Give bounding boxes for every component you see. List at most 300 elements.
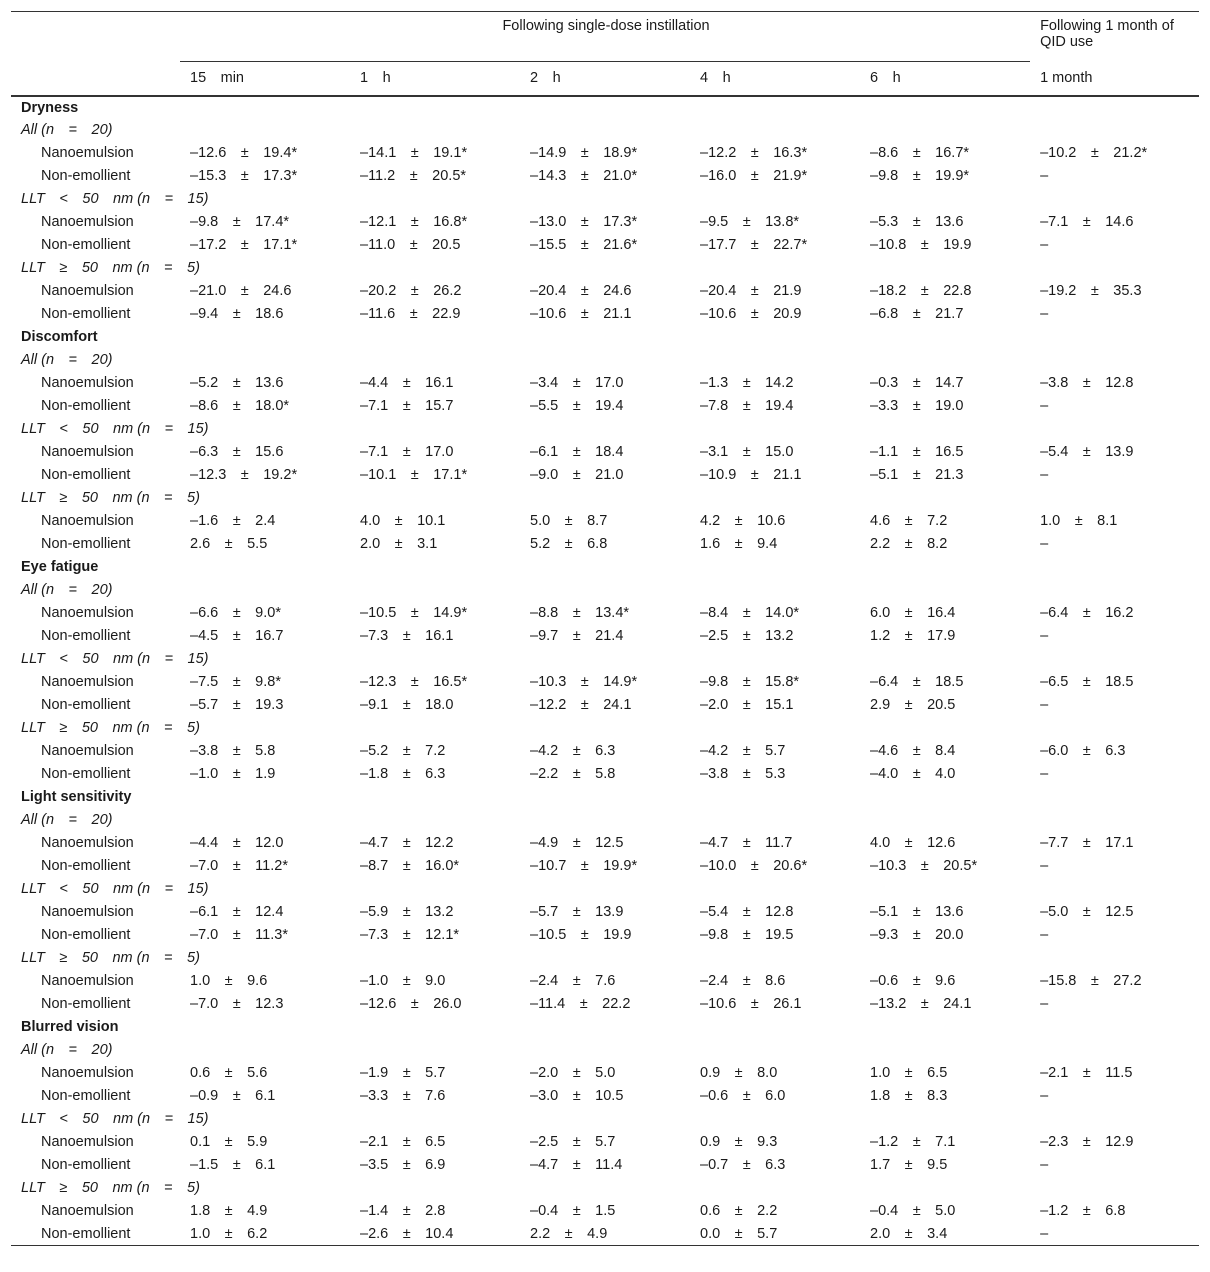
empty-cell bbox=[1030, 1039, 1199, 1062]
value-cell: –3.0 ± 10.5 bbox=[530, 1088, 624, 1104]
value-cell: – bbox=[1040, 237, 1049, 253]
value-cell: –3.8 ± 12.8 bbox=[1040, 375, 1134, 391]
empty-cell bbox=[690, 878, 860, 901]
row-label: Non-emollient bbox=[11, 1223, 180, 1246]
value-cell: 0.9 ± 8.0 bbox=[700, 1065, 778, 1081]
value-cell: –10.5 ± 19.9 bbox=[530, 927, 632, 943]
table-row bbox=[11, 1085, 1199, 1108]
value-cell: –12.2 ± 24.1 bbox=[530, 697, 632, 713]
value-cell: 1.8 ± 8.3 bbox=[870, 1088, 948, 1104]
subgroup-label: LLT < 50 nm (n = 15) bbox=[21, 421, 209, 437]
row-label: Nanoemulsion bbox=[41, 835, 134, 851]
table-row bbox=[11, 234, 1199, 257]
value-cell: –4.6 ± 8.4 bbox=[870, 743, 956, 759]
empty-cell bbox=[180, 786, 350, 809]
subgroup-label: All (n = 20) bbox=[21, 352, 113, 368]
empty-cell bbox=[690, 326, 860, 349]
empty-cell bbox=[690, 188, 860, 211]
value-cell: –6.4 ± 16.2 bbox=[1040, 605, 1134, 621]
subgroup-label: LLT < 50 nm (n = 15) bbox=[21, 881, 209, 897]
section-row bbox=[11, 556, 1199, 579]
table-row bbox=[11, 510, 1199, 533]
value-cell: –2.6 ± 10.4 bbox=[350, 1223, 520, 1246]
empty-cell bbox=[860, 786, 1030, 809]
value-cell: –5.4 ± 13.9 bbox=[1040, 444, 1134, 460]
value-cell: –1.2 ± 6.8 bbox=[1040, 1203, 1126, 1219]
header-empty-cell bbox=[11, 62, 180, 96]
value-cell: 6.0 ± 16.4 bbox=[870, 605, 956, 621]
value-cell: –1.4 ± 2.8 bbox=[360, 1203, 446, 1219]
value-cell: –12.6 ± 19.4* bbox=[190, 145, 298, 161]
value-cell: –3.1 ± 15.0 bbox=[700, 444, 794, 460]
value-cell: – bbox=[1040, 858, 1049, 874]
value-cell: –1.9 ± 5.7 bbox=[360, 1065, 446, 1081]
value-cell: –5.5 ± 19.4 bbox=[530, 398, 624, 414]
empty-cell bbox=[860, 188, 1030, 211]
table-row bbox=[11, 694, 1199, 717]
empty-cell bbox=[1030, 418, 1199, 441]
value-cell: –2.2 ± 5.8 bbox=[530, 766, 616, 782]
value-cell: –13.0 ± 17.3* bbox=[530, 214, 638, 230]
table-body bbox=[11, 96, 1199, 1246]
subgroup-label: All (n = 20) bbox=[21, 582, 113, 598]
value-cell: 5.0 ± 8.7 bbox=[530, 513, 608, 529]
empty-cell bbox=[860, 556, 1030, 579]
value-cell: –6.3 ± 15.6 bbox=[190, 444, 284, 460]
row-label: Nanoemulsion bbox=[41, 674, 134, 690]
empty-cell bbox=[690, 556, 860, 579]
empty-cell bbox=[180, 579, 350, 602]
results-table bbox=[11, 11, 1199, 1246]
value-cell: –14.1 ± 19.1* bbox=[360, 145, 468, 161]
empty-cell bbox=[180, 556, 350, 579]
table-row bbox=[11, 855, 1199, 878]
value-cell: 5.2 ± 6.8 bbox=[530, 536, 608, 552]
value-cell: –0.6 ± 6.0 bbox=[700, 1088, 786, 1104]
value-cell: –17.7 ± 22.7* bbox=[700, 237, 808, 253]
header-col-2h: 2 h bbox=[520, 62, 690, 96]
value-cell: –15.3 ± 17.3* bbox=[190, 168, 298, 184]
row-label: Non-emollient bbox=[41, 927, 131, 943]
value-cell: –6.1 ± 18.4 bbox=[530, 444, 624, 460]
empty-cell bbox=[520, 809, 690, 832]
section-row bbox=[11, 326, 1199, 349]
value-cell: –16.0 ± 21.9* bbox=[700, 168, 808, 184]
value-cell: –6.1 ± 12.4 bbox=[190, 904, 284, 920]
value-cell: –3.4 ± 17.0 bbox=[530, 375, 624, 391]
value-cell: –5.1 ± 21.3 bbox=[870, 467, 964, 483]
empty-cell bbox=[860, 257, 1030, 280]
empty-cell bbox=[690, 648, 860, 671]
value-cell: –2.5 ± 5.7 bbox=[530, 1134, 616, 1150]
value-cell: –6.5 ± 18.5 bbox=[1040, 674, 1134, 690]
empty-cell bbox=[690, 1016, 860, 1039]
table-row bbox=[11, 671, 1199, 694]
value-cell: –5.4 ± 12.8 bbox=[700, 904, 794, 920]
subgroup-row bbox=[11, 349, 1199, 372]
row-label: Nanoemulsion bbox=[41, 513, 134, 529]
header-row-groups bbox=[11, 12, 1199, 62]
value-cell: – bbox=[1040, 927, 1049, 943]
value-cell: –1.6 ± 2.4 bbox=[190, 513, 276, 529]
row-label: Nanoemulsion bbox=[41, 444, 134, 460]
subgroup-row bbox=[11, 1039, 1199, 1062]
empty-cell bbox=[1030, 257, 1199, 280]
value-cell: –2.4 ± 7.6 bbox=[530, 973, 616, 989]
header-col-15min: 15 min bbox=[180, 62, 350, 96]
subgroup-row bbox=[11, 1177, 1199, 1200]
value-cell: –8.7 ± 16.0* bbox=[360, 858, 460, 874]
subgroup-label: LLT ≥ 50 nm (n = 5) bbox=[21, 1180, 200, 1196]
value-cell: 0.0 ± 5.7 bbox=[690, 1223, 860, 1246]
row-label: Non-emollient bbox=[41, 628, 131, 644]
empty-cell bbox=[350, 1108, 520, 1131]
value-cell: –10.8 ± 19.9 bbox=[870, 237, 972, 253]
value-cell: 0.6 ± 5.6 bbox=[190, 1065, 268, 1081]
value-cell: –14.9 ± 18.9* bbox=[530, 145, 638, 161]
value-cell: –9.4 ± 18.6 bbox=[190, 306, 284, 322]
value-cell: – bbox=[1040, 398, 1049, 414]
value-cell: –10.2 ± 21.2* bbox=[1040, 145, 1148, 161]
empty-cell bbox=[180, 717, 350, 740]
value-cell: –7.3 ± 12.1* bbox=[360, 927, 460, 943]
table-row bbox=[11, 625, 1199, 648]
value-cell: –8.6 ± 16.7* bbox=[870, 145, 970, 161]
table-row bbox=[11, 372, 1199, 395]
subgroup-label: LLT ≥ 50 nm (n = 5) bbox=[21, 720, 200, 736]
table-row bbox=[11, 1223, 1199, 1246]
value-cell: 1.7 ± 9.5 bbox=[870, 1157, 948, 1173]
value-cell: –2.3 ± 12.9 bbox=[1040, 1134, 1134, 1150]
table-row bbox=[11, 901, 1199, 924]
row-label: Nanoemulsion bbox=[41, 904, 134, 920]
empty-cell bbox=[180, 257, 350, 280]
value-cell: –6.6 ± 9.0* bbox=[190, 605, 281, 621]
value-cell: –9.3 ± 20.0 bbox=[870, 927, 964, 943]
value-cell: 4.6 ± 7.2 bbox=[870, 513, 948, 529]
empty-cell bbox=[1030, 1108, 1199, 1131]
value-cell: –4.2 ± 5.7 bbox=[700, 743, 786, 759]
value-cell: –11.4 ± 22.2 bbox=[530, 996, 631, 1012]
empty-cell bbox=[350, 326, 520, 349]
value-cell: –11.2 ± 20.5* bbox=[360, 168, 467, 184]
empty-cell bbox=[350, 717, 520, 740]
table-row bbox=[11, 763, 1199, 786]
empty-cell bbox=[1030, 188, 1199, 211]
row-label: Nanoemulsion bbox=[41, 1134, 134, 1150]
empty-cell bbox=[1030, 717, 1199, 740]
subgroup-row bbox=[11, 947, 1199, 970]
value-cell: –10.3 ± 14.9* bbox=[530, 674, 638, 690]
empty-cell bbox=[860, 96, 1030, 119]
value-cell: –2.0 ± 5.0 bbox=[530, 1065, 616, 1081]
value-cell: –1.8 ± 6.3 bbox=[360, 766, 446, 782]
value-cell: 4.0 ± 12.6 bbox=[870, 835, 956, 851]
empty-cell bbox=[860, 119, 1030, 142]
value-cell: –9.8 ± 19.9* bbox=[870, 168, 970, 184]
value-cell: –5.7 ± 19.3 bbox=[190, 697, 284, 713]
value-cell: –5.2 ± 7.2 bbox=[360, 743, 446, 759]
results-table-container bbox=[11, 11, 1199, 1246]
empty-cell bbox=[690, 487, 860, 510]
empty-cell bbox=[1030, 579, 1199, 602]
section-row bbox=[11, 786, 1199, 809]
value-cell: –9.0 ± 21.0 bbox=[530, 467, 624, 483]
empty-cell bbox=[180, 1016, 350, 1039]
table-row bbox=[11, 464, 1199, 487]
value-cell: –13.2 ± 24.1 bbox=[870, 996, 972, 1012]
table-row bbox=[11, 970, 1199, 993]
value-cell: –9.7 ± 21.4 bbox=[530, 628, 624, 644]
value-cell: 2.2 ± 4.9 bbox=[520, 1223, 690, 1246]
value-cell: –10.6 ± 20.9 bbox=[700, 306, 802, 322]
empty-cell bbox=[350, 188, 520, 211]
value-cell: –9.8 ± 19.5 bbox=[700, 927, 794, 943]
value-cell: 2.0 ± 3.1 bbox=[360, 536, 438, 552]
table-row bbox=[11, 395, 1199, 418]
value-cell: –9.5 ± 13.8* bbox=[700, 214, 800, 230]
value-cell: –10.7 ± 19.9* bbox=[530, 858, 638, 874]
value-cell: –2.1 ± 6.5 bbox=[360, 1134, 446, 1150]
value-cell: –4.9 ± 12.5 bbox=[530, 835, 624, 851]
empty-cell bbox=[1030, 96, 1199, 119]
value-cell: –10.6 ± 26.1 bbox=[700, 996, 802, 1012]
row-label: Nanoemulsion bbox=[41, 375, 134, 391]
empty-cell bbox=[1030, 349, 1199, 372]
table-row bbox=[11, 533, 1199, 556]
table-row bbox=[11, 1200, 1199, 1223]
table-row bbox=[11, 441, 1199, 464]
value-cell: – bbox=[1040, 996, 1049, 1012]
value-cell: –11.0 ± 20.5 bbox=[360, 237, 461, 253]
value-cell: –7.1 ± 14.6 bbox=[1040, 214, 1134, 230]
empty-cell bbox=[520, 1016, 690, 1039]
empty-cell bbox=[690, 579, 860, 602]
subgroup-row bbox=[11, 418, 1199, 441]
value-cell: –7.3 ± 16.1 bbox=[360, 628, 454, 644]
subgroup-label: LLT ≥ 50 nm (n = 5) bbox=[21, 260, 200, 276]
value-cell: –0.9 ± 6.1 bbox=[190, 1088, 276, 1104]
value-cell: –15.8 ± 27.2 bbox=[1040, 973, 1142, 989]
value-cell: 0.6 ± 2.2 bbox=[700, 1203, 778, 1219]
empty-cell bbox=[860, 1039, 1030, 1062]
row-label: Non-emollient bbox=[41, 398, 131, 414]
subgroup-row bbox=[11, 119, 1199, 142]
subgroup-label: LLT ≥ 50 nm (n = 5) bbox=[21, 950, 200, 966]
value-cell: –4.4 ± 16.1 bbox=[360, 375, 454, 391]
value-cell: –17.2 ± 17.1* bbox=[190, 237, 298, 253]
empty-cell bbox=[180, 326, 350, 349]
empty-cell bbox=[860, 1108, 1030, 1131]
subgroup-label: All (n = 20) bbox=[21, 122, 113, 138]
empty-cell bbox=[180, 349, 350, 372]
value-cell: –12.6 ± 26.0 bbox=[360, 996, 462, 1012]
value-cell: –0.3 ± 14.7 bbox=[870, 375, 964, 391]
empty-cell bbox=[520, 717, 690, 740]
empty-cell bbox=[350, 1016, 520, 1039]
empty-cell bbox=[1030, 786, 1199, 809]
table-row bbox=[11, 924, 1199, 947]
empty-cell bbox=[520, 188, 690, 211]
value-cell: 4.0 ± 10.1 bbox=[360, 513, 446, 529]
section-title: Discomfort bbox=[21, 329, 98, 345]
value-cell: –0.4 ± 5.0 bbox=[870, 1203, 956, 1219]
value-cell: –11.6 ± 22.9 bbox=[360, 306, 461, 322]
empty-cell bbox=[350, 349, 520, 372]
empty-cell bbox=[860, 579, 1030, 602]
subgroup-row bbox=[11, 878, 1199, 901]
row-label: Nanoemulsion bbox=[41, 605, 134, 621]
value-cell: –1.2 ± 7.1 bbox=[870, 1134, 956, 1150]
section-title: Blurred vision bbox=[21, 1019, 119, 1035]
row-label: Nanoemulsion bbox=[41, 743, 134, 759]
subgroup-label: LLT < 50 nm (n = 15) bbox=[21, 1111, 209, 1127]
empty-cell bbox=[1030, 487, 1199, 510]
value-cell: –4.7 ± 11.4 bbox=[530, 1157, 623, 1173]
empty-cell bbox=[180, 119, 350, 142]
table-row bbox=[11, 740, 1199, 763]
empty-cell bbox=[860, 878, 1030, 901]
empty-cell bbox=[350, 579, 520, 602]
value-cell: 4.2 ± 10.6 bbox=[700, 513, 786, 529]
subgroup-row bbox=[11, 717, 1199, 740]
header-row-timepoints bbox=[11, 62, 1199, 96]
value-cell: –5.3 ± 13.6 bbox=[870, 214, 964, 230]
empty-cell bbox=[350, 1039, 520, 1062]
empty-cell bbox=[860, 648, 1030, 671]
table-row bbox=[11, 832, 1199, 855]
value-cell: –12.3 ± 16.5* bbox=[360, 674, 468, 690]
empty-cell bbox=[350, 648, 520, 671]
value-cell: –19.2 ± 35.3 bbox=[1040, 283, 1142, 299]
value-cell: –8.4 ± 14.0* bbox=[700, 605, 800, 621]
value-cell: –7.0 ± 11.2* bbox=[190, 858, 288, 874]
value-cell: –5.2 ± 13.6 bbox=[190, 375, 284, 391]
subgroup-label: LLT < 50 nm (n = 15) bbox=[21, 651, 209, 667]
value-cell: – bbox=[1040, 1157, 1049, 1173]
header-col-1month: 1 month bbox=[1030, 62, 1199, 96]
empty-cell bbox=[860, 418, 1030, 441]
empty-cell bbox=[180, 96, 350, 119]
table-row bbox=[11, 1131, 1199, 1154]
empty-cell bbox=[520, 349, 690, 372]
empty-cell bbox=[520, 487, 690, 510]
value-cell: –4.0 ± 4.0 bbox=[870, 766, 956, 782]
subgroup-row bbox=[11, 188, 1199, 211]
row-label: Non-emollient bbox=[41, 536, 131, 552]
row-label: Non-emollient bbox=[41, 766, 131, 782]
empty-cell bbox=[860, 717, 1030, 740]
value-cell: –6.0 ± 6.3 bbox=[1040, 743, 1126, 759]
empty-cell bbox=[1030, 119, 1199, 142]
table-row bbox=[11, 1154, 1199, 1177]
section-title: Light sensitivity bbox=[21, 789, 132, 805]
value-cell: 2.9 ± 20.5 bbox=[870, 697, 956, 713]
empty-cell bbox=[690, 809, 860, 832]
subgroup-row bbox=[11, 648, 1199, 671]
empty-cell bbox=[860, 349, 1030, 372]
value-cell: –3.3 ± 19.0 bbox=[870, 398, 964, 414]
empty-cell bbox=[350, 947, 520, 970]
empty-cell bbox=[520, 1177, 690, 1200]
header-group-single-dose-label: Following single-dose instillation bbox=[502, 18, 710, 34]
empty-cell bbox=[1030, 1016, 1199, 1039]
value-cell: –8.8 ± 13.4* bbox=[530, 605, 630, 621]
subgroup-label: All (n = 20) bbox=[21, 812, 113, 828]
value-cell: –7.1 ± 15.7 bbox=[360, 398, 454, 414]
value-cell: 2.6 ± 5.5 bbox=[190, 536, 268, 552]
value-cell: –4.5 ± 16.7 bbox=[190, 628, 284, 644]
value-cell: –20.2 ± 26.2 bbox=[360, 283, 462, 299]
empty-cell bbox=[690, 1108, 860, 1131]
empty-cell bbox=[350, 257, 520, 280]
value-cell: 1.0 ± 8.1 bbox=[1040, 513, 1118, 529]
value-cell: – bbox=[1040, 628, 1049, 644]
empty-cell bbox=[690, 1039, 860, 1062]
value-cell: 1.2 ± 17.9 bbox=[870, 628, 956, 644]
value-cell: –7.5 ± 9.8* bbox=[190, 674, 281, 690]
value-cell: –7.0 ± 11.3* bbox=[190, 927, 288, 943]
value-cell: –10.3 ± 20.5* bbox=[870, 858, 978, 874]
header-col-1h: 1 h bbox=[350, 62, 520, 96]
empty-cell bbox=[1030, 947, 1199, 970]
row-label: Non-emollient bbox=[41, 858, 131, 874]
row-label: Non-emollient bbox=[41, 996, 131, 1012]
table-row bbox=[11, 142, 1199, 165]
value-cell: –10.5 ± 14.9* bbox=[360, 605, 468, 621]
value-cell: –9.1 ± 18.0 bbox=[360, 697, 454, 713]
value-cell: –18.2 ± 22.8 bbox=[870, 283, 972, 299]
value-cell: –2.1 ± 11.5 bbox=[1040, 1065, 1133, 1081]
row-label: Non-emollient bbox=[41, 168, 131, 184]
empty-cell bbox=[350, 809, 520, 832]
empty-cell bbox=[690, 947, 860, 970]
section-title: Eye fatigue bbox=[21, 559, 99, 575]
value-cell: –3.8 ± 5.3 bbox=[700, 766, 786, 782]
value-cell: –9.8 ± 17.4* bbox=[190, 214, 290, 230]
value-cell: – bbox=[1040, 467, 1049, 483]
empty-cell bbox=[520, 786, 690, 809]
value-cell: –6.8 ± 21.7 bbox=[870, 306, 964, 322]
empty-cell bbox=[520, 418, 690, 441]
empty-cell bbox=[860, 947, 1030, 970]
empty-cell bbox=[350, 1177, 520, 1200]
value-cell: –10.0 ± 20.6* bbox=[700, 858, 808, 874]
empty-cell bbox=[690, 96, 860, 119]
value-cell: – bbox=[1040, 1088, 1049, 1104]
empty-cell bbox=[860, 809, 1030, 832]
value-cell: –0.6 ± 9.6 bbox=[870, 973, 956, 989]
value-cell: –2.0 ± 15.1 bbox=[700, 697, 794, 713]
value-cell: –3.8 ± 5.8 bbox=[190, 743, 276, 759]
value-cell: 2.0 ± 3.4 bbox=[860, 1223, 1030, 1246]
value-cell: –5.0 ± 12.5 bbox=[1040, 904, 1134, 920]
section-row bbox=[11, 1016, 1199, 1039]
subgroup-label: LLT < 50 nm (n = 15) bbox=[21, 191, 209, 207]
subgroup-label: LLT ≥ 50 nm (n = 5) bbox=[21, 490, 200, 506]
value-cell: –2.4 ± 8.6 bbox=[700, 973, 786, 989]
value-cell: –7.8 ± 19.4 bbox=[700, 398, 794, 414]
table-row bbox=[11, 211, 1199, 234]
value-cell: –7.7 ± 17.1 bbox=[1040, 835, 1134, 851]
empty-cell bbox=[860, 1177, 1030, 1200]
empty-cell bbox=[690, 349, 860, 372]
value-cell: –20.4 ± 21.9 bbox=[700, 283, 802, 299]
table-row bbox=[11, 165, 1199, 188]
empty-cell bbox=[350, 786, 520, 809]
value-cell: –3.3 ± 7.6 bbox=[360, 1088, 446, 1104]
value-cell: 1.0 ± 6.2 bbox=[180, 1223, 350, 1246]
